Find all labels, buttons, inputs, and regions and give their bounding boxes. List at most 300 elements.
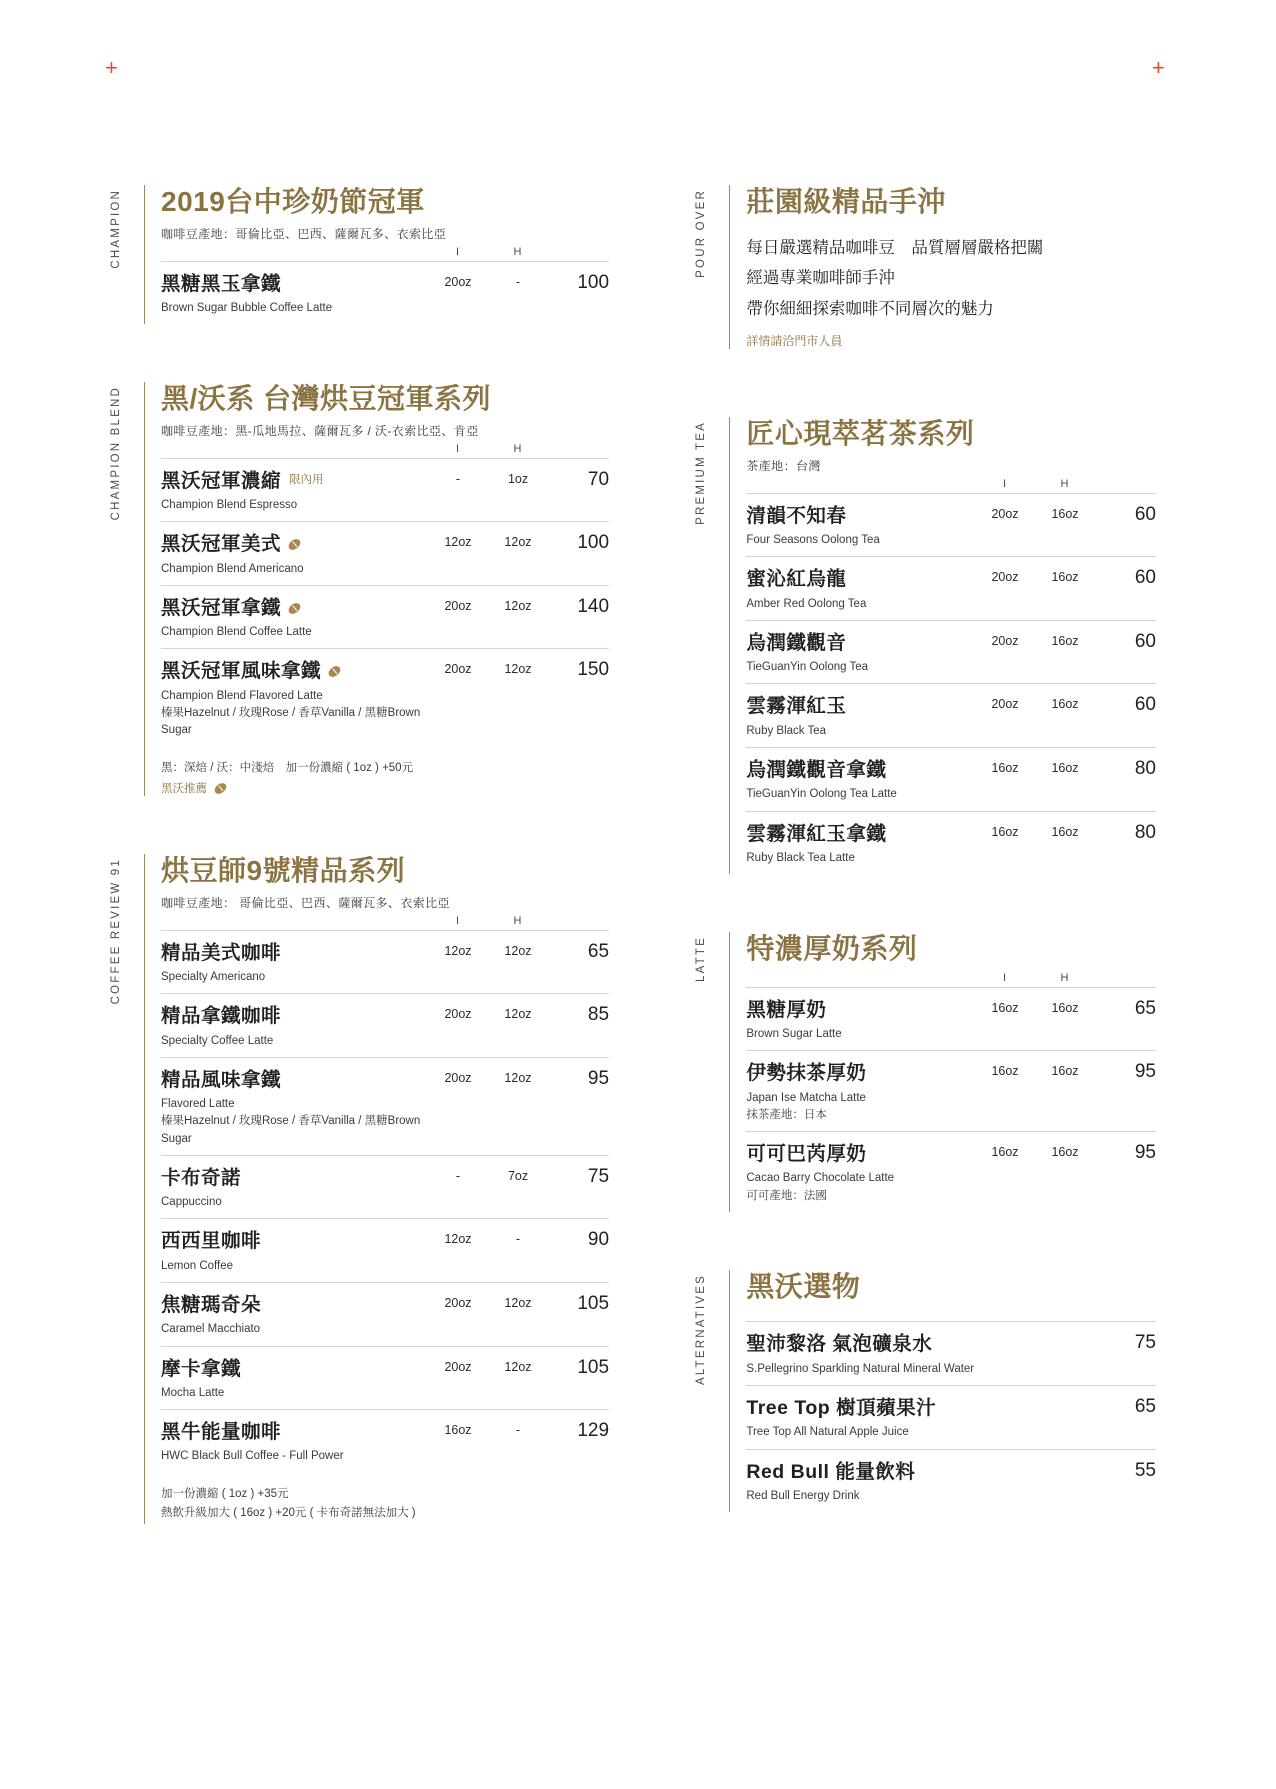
- menu-item-main: [161, 1228, 427, 1275]
- menu-item-price: 150: [577, 659, 610, 681]
- menu-item-size-i: 20oz: [444, 274, 472, 289]
- menu-item-price: 95: [1134, 1061, 1156, 1083]
- size-header-i: I: [455, 442, 461, 455]
- menu-item-size-h: 16oz: [1051, 760, 1079, 775]
- menu-item-name: [161, 1228, 427, 1254]
- menu-item-name-zh: 伊勢抹茶厚奶: [746, 1062, 867, 1085]
- menu-item-sizes: [427, 658, 547, 676]
- menu-item-name-zh: 烏潤鐵觀音拿鐵: [746, 758, 887, 781]
- menu-item-price: 105: [577, 1356, 610, 1378]
- menu-item-name-en: Brown Sugar Latte: [746, 1028, 842, 1041]
- menu-item-main: [161, 1165, 427, 1212]
- menu-item-name: [161, 940, 427, 966]
- menu-item-main: [161, 1067, 427, 1148]
- menu-item-price: 100: [577, 271, 610, 293]
- menu-item-price: 80: [1134, 821, 1156, 843]
- menu-item-main: [746, 630, 974, 677]
- footnote-line: 加一份濃縮 ( 1oz ) +35元: [161, 1487, 289, 1500]
- menu-item-size-h: 16oz: [1051, 824, 1079, 839]
- size-header-price-spacer: [1094, 478, 1156, 493]
- menu-item-price: 75: [587, 1165, 610, 1187]
- section-body: [144, 854, 609, 1524]
- menu-item[interactable]: [161, 1155, 609, 1219]
- menu-item-name: [161, 271, 427, 297]
- section-title: 烘豆師9號精品系列: [161, 855, 406, 887]
- section-latte: [695, 932, 1156, 1212]
- menu-item-sizes: [427, 1419, 547, 1437]
- size-header-h: H: [513, 442, 523, 455]
- section-footnote: [161, 1485, 609, 1524]
- section-subtitle: 茶產地：台灣: [746, 458, 821, 473]
- section-body: [729, 185, 1156, 349]
- menu-item-main: [161, 1419, 427, 1466]
- section-title: 匠心現萃茗茶系列: [746, 418, 975, 450]
- side-label-champion: [110, 185, 144, 324]
- section-description: [746, 233, 1156, 325]
- side-label-text: ALTERNATIVES: [695, 1273, 708, 1385]
- menu-item-price: 90: [587, 1229, 610, 1251]
- menu-item-size-i: 12oz: [444, 943, 472, 958]
- menu-item-size-i: 20oz: [444, 1359, 472, 1374]
- side-label-text: LATTE: [695, 936, 708, 983]
- menu-item-name-en: Tree Top All Natural Apple Juice: [746, 1426, 909, 1439]
- right-column: [695, 185, 1156, 1789]
- menu-item-name: [746, 693, 974, 719]
- menu-item-size-h: 12oz: [504, 598, 532, 613]
- section-subtitle: 咖啡豆產地：黑-瓜地馬拉、薩爾瓦多 / 沃-衣索比亞、肯亞: [161, 423, 479, 438]
- menu-item-price: 100: [577, 532, 610, 554]
- menu-item-size-h: -: [515, 1232, 521, 1247]
- menu-item-name-en: S.Pellegrino Sparkling Natural Mineral Water: [746, 1362, 975, 1375]
- menu-item-size-h: -: [515, 274, 521, 289]
- menu-item-price: 95: [1134, 1142, 1156, 1164]
- section-title: 黑/沃系 台灣烘豆冠軍系列: [161, 383, 492, 415]
- menu-item-size-h: 12oz: [504, 1007, 532, 1022]
- side-label-latte: [695, 932, 729, 1212]
- menu-item-name-en: Champion Blend Espresso: [161, 499, 298, 512]
- menu-item[interactable]: [161, 458, 609, 522]
- side-label-text: PREMIUM TEA: [695, 421, 708, 525]
- menu-item-size-h: 16oz: [1051, 1064, 1079, 1079]
- menu-item-price: 65: [1134, 1396, 1156, 1418]
- menu-item-size-i: 16oz: [991, 1145, 1019, 1160]
- menu-item-name-zh: 焦糖瑪奇朵: [161, 1293, 262, 1316]
- menu-item[interactable]: [161, 1282, 609, 1346]
- menu-item-sizes: [427, 468, 547, 486]
- menu-item-name: [161, 531, 427, 557]
- menu-item[interactable]: [161, 1346, 609, 1410]
- menu-item-name-zh: 卡布奇諾: [161, 1166, 242, 1189]
- section-note: 詳情請洽門市人員: [746, 334, 843, 349]
- section-champion: [110, 185, 609, 324]
- crop-mark-top-left: +: [105, 55, 118, 80]
- menu-item-sizes: [974, 757, 1094, 775]
- menu-item-size-h: 1oz: [507, 471, 529, 486]
- menu-item-main: [746, 821, 974, 868]
- menu-item-size-h: 16oz: [1051, 697, 1079, 712]
- menu-item-sizes: [427, 1003, 547, 1021]
- menu-item-main: [746, 1395, 1094, 1442]
- size-header-i: I: [1002, 477, 1008, 490]
- menu-item[interactable]: [161, 1057, 609, 1155]
- menu-item-size-h: -: [515, 1423, 521, 1438]
- menu-item-name: [161, 658, 427, 684]
- menu-item-size-i: 16oz: [991, 1000, 1019, 1015]
- menu-item-name-zh: 可可巴芮厚奶: [746, 1143, 867, 1166]
- menu-item-name-en: Mocha Latte: [161, 1386, 225, 1399]
- menu-item-size-i: 16oz: [991, 1064, 1019, 1079]
- menu-item[interactable]: [161, 261, 609, 325]
- menu-item[interactable]: [746, 747, 1156, 811]
- menu-item-price: 129: [577, 1420, 610, 1442]
- menu-item-main: [161, 940, 427, 987]
- menu-item[interactable]: [746, 811, 1156, 875]
- menu-item-main: [746, 1459, 1094, 1506]
- menu-item-size-h: 12oz: [504, 535, 532, 550]
- menu-item-sizes: [974, 1141, 1094, 1159]
- section-body: [729, 1270, 1156, 1512]
- menu-item-sizes: [974, 693, 1094, 711]
- menu-item-size-i: 20oz: [444, 1007, 472, 1022]
- menu-item-name-en: Lemon Coffee: [161, 1259, 234, 1272]
- menu-item-origin: 可可產地：法國: [746, 1189, 827, 1202]
- menu-item[interactable]: [746, 987, 1156, 1051]
- menu-item[interactable]: [161, 993, 609, 1057]
- menu-item-sizes: [974, 503, 1094, 521]
- menu-item-name-zh: 烏潤鐵觀音: [746, 631, 847, 654]
- menu-item-name-zh: 摩卡拿鐵: [161, 1357, 242, 1380]
- menu-item-name: [161, 1419, 427, 1445]
- menu-item-price: 80: [1134, 757, 1156, 779]
- menu-item-name: [746, 1060, 974, 1086]
- size-header-row: [161, 443, 609, 458]
- menu-item-sizes: [974, 1060, 1094, 1078]
- menu-item-price: 140: [577, 595, 610, 617]
- menu-item-sizes: [427, 1292, 547, 1310]
- menu-item-name-en: Champion Blend Flavored Latte: [161, 689, 323, 702]
- menu-item-name-en: Brown Sugar Bubble Coffee Latte: [161, 301, 333, 314]
- menu-item-name-en: Ruby Black Tea Latte: [746, 851, 855, 864]
- menu-item-name: [746, 1395, 1094, 1421]
- menu-item-name-zh: Red Bull 能量飲料: [746, 1460, 916, 1483]
- menu-item[interactable]: [746, 1131, 1156, 1212]
- menu-item[interactable]: [746, 1449, 1156, 1513]
- description-line: 每日嚴選精品咖啡豆 品質層層嚴格把關: [746, 238, 1044, 257]
- side-label-text: POUR OVER: [695, 189, 708, 278]
- menu-item-size-i: 20oz: [444, 662, 472, 677]
- menu-item-price: 60: [1134, 567, 1156, 589]
- section-alternatives: [695, 1270, 1156, 1512]
- menu-item-price: 60: [1134, 630, 1156, 652]
- menu-item-name-en: TieGuanYin Oolong Tea Latte: [746, 788, 897, 801]
- menu-item-origin: 抹茶產地：日本: [746, 1108, 827, 1121]
- menu-item-name-en: Champion Blend Americano: [161, 562, 304, 575]
- menu-item-name: [161, 595, 427, 621]
- menu-item-sizes: [427, 940, 547, 958]
- menu-item-sizes: [427, 271, 547, 289]
- menu-item[interactable]: [161, 1218, 609, 1282]
- menu-item-name-zh: 黑沃冠軍濃縮: [161, 469, 282, 492]
- menu-item-name: [746, 503, 974, 529]
- menu-item-name-zh: 蜜沁紅烏龍: [746, 568, 847, 591]
- menu-item-name: [746, 1141, 974, 1167]
- menu-item[interactable]: [746, 1321, 1156, 1385]
- side-label-pour-over: [695, 185, 729, 349]
- menu-item-name: [746, 566, 974, 592]
- menu-item-sizes: [974, 630, 1094, 648]
- menu-item-name-zh: 清韻不知春: [746, 504, 847, 527]
- menu-item-name-en: Amber Red Oolong Tea: [746, 597, 867, 610]
- menu-item-size-h: 16oz: [1051, 1145, 1079, 1160]
- menu-item-size-i: 20oz: [991, 697, 1019, 712]
- footnote-line: 熱飲升級加大 ( 16oz ) +20元 ( 卡布奇諾無法加大 ): [161, 1507, 416, 1520]
- description-line: 帶你細細探索咖啡不同層次的魅力: [746, 299, 994, 318]
- menu-item-name: [161, 1292, 427, 1318]
- menu-item-name-en: HWC Black Bull Coffee - Full Power: [161, 1450, 344, 1463]
- menu-item-name-zh: 雲霧渾紅玉: [746, 695, 847, 718]
- menu-item-name: [746, 1459, 1094, 1485]
- menu-item[interactable]: [161, 930, 609, 994]
- menu-item-price: 105: [577, 1292, 610, 1314]
- menu-item-main: [746, 503, 974, 550]
- menu-item-flavors: 榛果Hazelnut / 玫瑰Rose / 香草Vanilla / 黑糖Brown Sugar: [161, 1115, 421, 1145]
- menu-item-price: 60: [1134, 503, 1156, 525]
- menu-item-size-h: 16oz: [1051, 506, 1079, 521]
- menu-item-size-i: 20oz: [991, 570, 1019, 585]
- menu-item-name-zh: 雲霧渾紅玉拿鐵: [746, 822, 887, 845]
- menu-item-main: [161, 595, 427, 642]
- menu-item-size-i: 20oz: [991, 633, 1019, 648]
- menu-item-flavors: 榛果Hazelnut / 玫瑰Rose / 香草Vanilla / 黑糖Brown Sugar: [161, 707, 421, 737]
- side-label-alternatives: [695, 1270, 729, 1512]
- menu-item-size-h: 7oz: [507, 1168, 529, 1183]
- menu-item[interactable]: [746, 1385, 1156, 1449]
- menu-item-name: [161, 1165, 427, 1191]
- menu-item-main: [746, 1331, 1094, 1378]
- menu-item-price: 65: [587, 940, 610, 962]
- menu-item-main: [161, 468, 427, 515]
- menu-item-sizes: [427, 1165, 547, 1183]
- coffee-bean-icon: [327, 664, 343, 679]
- section-coffee-review: [110, 854, 609, 1524]
- menu-item-size-i: 20oz: [991, 506, 1019, 521]
- size-header-h: H: [1060, 477, 1070, 490]
- menu-item-name-zh: 黑牛能量咖啡: [161, 1421, 282, 1444]
- side-label-premium-tea: [695, 417, 729, 874]
- menu-item[interactable]: [746, 1050, 1156, 1131]
- menu-item-price: 55: [1134, 1459, 1156, 1481]
- section-footnote: [161, 759, 609, 779]
- section-body: [144, 382, 609, 796]
- menu-item-size-i: 16oz: [444, 1423, 472, 1438]
- menu-item-name-en: Ruby Black Tea: [746, 724, 827, 737]
- section-title: 2019台中珍奶節冠軍: [161, 186, 425, 217]
- size-header-price-spacer: [547, 443, 609, 458]
- menu-item-size-h: 16oz: [1051, 570, 1079, 585]
- menu-item-main: [161, 658, 427, 739]
- size-header-h: H: [1060, 971, 1070, 984]
- menu-item-size-h: 12oz: [504, 1359, 532, 1374]
- crop-mark-top-right: +: [1152, 55, 1165, 80]
- size-header-row: [161, 246, 609, 261]
- menu-item-price: 65: [1134, 997, 1156, 1019]
- section-subtitle: 咖啡豆產地：哥倫比亞、巴西、薩爾瓦多、衣索比亞: [161, 226, 447, 241]
- menu-item-name: [746, 757, 974, 783]
- size-header-row: [746, 478, 1156, 493]
- menu-item-sizes: [427, 531, 547, 549]
- section-title: 特濃厚奶系列: [746, 933, 918, 965]
- menu-item-name-en: Cacao Barry Chocolate Latte: [746, 1172, 895, 1185]
- menu-item[interactable]: [161, 648, 609, 746]
- menu-item-main: [746, 1060, 974, 1124]
- menu-item-size-i: 20oz: [444, 598, 472, 613]
- menu-item[interactable]: [746, 683, 1156, 747]
- menu-item[interactable]: [161, 585, 609, 649]
- menu-item[interactable]: [746, 493, 1156, 557]
- size-header-row: [161, 915, 609, 930]
- menu-item-name-zh: 精品拿鐵咖啡: [161, 1005, 282, 1028]
- side-label-text: COFFEE REVIEW 91: [110, 858, 122, 1005]
- menu-item-main: [746, 693, 974, 740]
- coffee-bean-icon: [287, 537, 303, 552]
- menu-item-size-h: 12oz: [504, 943, 532, 958]
- footnote-line: 黑：深焙 / 沃：中淺焙 加一份濃縮 ( 1oz ) +50元: [161, 761, 414, 774]
- menu-item-name: [161, 1067, 427, 1093]
- menu-item-price: 70: [587, 468, 610, 490]
- menu-item-size-i: 20oz: [444, 1070, 472, 1085]
- menu-item-name: [746, 997, 974, 1023]
- menu-item-name-zh: 黑沃冠軍美式: [161, 533, 282, 556]
- menu-item-sizes: [427, 1356, 547, 1374]
- menu-item-price: 85: [587, 1004, 610, 1026]
- section-premium-tea: [695, 417, 1156, 874]
- menu-item[interactable]: [746, 556, 1156, 620]
- section-pour-over: [695, 185, 1156, 349]
- menu-item-size-h: 12oz: [504, 662, 532, 677]
- menu-item-name-zh: 黑糖黑玉拿鐵: [161, 272, 282, 295]
- menu-item-sizes: [427, 595, 547, 613]
- menu-item-size-h: 16oz: [1051, 633, 1079, 648]
- menu-item-name-en: Specialty Coffee Latte: [161, 1034, 274, 1047]
- menu-item-name: [161, 1003, 427, 1029]
- menu-item-main: [746, 757, 974, 804]
- menu-item-name-en: Four Seasons Oolong Tea: [746, 534, 880, 547]
- menu-item-name: [746, 1331, 1094, 1357]
- menu-item-main: [746, 566, 974, 613]
- size-header-price-spacer: [547, 246, 609, 261]
- menu-item-size-i: 12oz: [444, 1232, 472, 1247]
- menu-item-size-i: 16oz: [991, 824, 1019, 839]
- size-header-h: H: [513, 914, 523, 927]
- menu-item-main: [161, 1292, 427, 1339]
- side-label-text: CHAMPION: [110, 189, 122, 269]
- menu-item-name: [746, 821, 974, 847]
- side-label-coffee-review: [110, 854, 144, 1524]
- menu-item-size-i: 16oz: [991, 760, 1019, 775]
- menu-item-name-zh: 聖沛黎洛 氣泡礦泉水: [746, 1333, 933, 1356]
- menu-item-name-en: Caramel Macchiato: [161, 1323, 261, 1336]
- size-header-row: [746, 972, 1156, 987]
- menu-item-sizes: [974, 821, 1094, 839]
- section-champion-blend: [110, 382, 609, 796]
- menu-item-name: [746, 630, 974, 656]
- section-body: [144, 185, 609, 324]
- menu-item-sizes: [974, 997, 1094, 1015]
- menu-item-name-zh: Tree Top 樹頂蘋果汁: [746, 1397, 937, 1420]
- menu-item-size-i: 20oz: [444, 1295, 472, 1310]
- menu-item-size-h: 12oz: [504, 1295, 532, 1310]
- menu-item-name-en: Flavored Latte: [161, 1098, 235, 1111]
- menu-item-sizes: [974, 566, 1094, 584]
- menu-item-main: [161, 531, 427, 578]
- section-subtitle: 咖啡豆產地： 哥倫比亞、巴西、薩爾瓦多、衣索比亞: [161, 895, 450, 910]
- left-column: [110, 185, 609, 1789]
- section-body: [729, 417, 1156, 874]
- menu-item-size-i: -: [455, 471, 461, 486]
- menu-item-price: 60: [1134, 694, 1156, 716]
- menu-item-size-h: 16oz: [1051, 1000, 1079, 1015]
- menu-item-name-zh: 黑沃冠軍風味拿鐵: [161, 660, 322, 683]
- menu-item-name-zh: 西西里咖啡: [161, 1230, 262, 1253]
- menu-item-main: [161, 1003, 427, 1050]
- menu-item-sizes: [427, 1228, 547, 1246]
- menu-item-size-h: 12oz: [504, 1070, 532, 1085]
- menu-item-name: [161, 1356, 427, 1382]
- menu-item-name-zh: 黑沃冠軍拿鐵: [161, 596, 282, 619]
- section-body: [729, 932, 1156, 1212]
- size-header-price-spacer: [547, 915, 609, 930]
- menu-item-name-en: Specialty Americano: [161, 970, 266, 983]
- description-line: 經過專業咖啡師手沖: [746, 269, 895, 288]
- menu-item-main: [746, 997, 974, 1044]
- menu-item-name-zh: 精品風味拿鐵: [161, 1068, 282, 1091]
- menu-item-name-en: Cappuccino: [161, 1196, 222, 1209]
- menu-item-name-en: Champion Blend Coffee Latte: [161, 626, 312, 639]
- coffee-bean-icon: [213, 780, 229, 795]
- side-label-text: CHAMPION BLEND: [110, 386, 122, 521]
- size-header-i: I: [455, 914, 461, 927]
- menu-item-price: 95: [587, 1067, 610, 1089]
- recommend-text: 黑沃推薦: [161, 783, 207, 796]
- size-header-price-spacer: [1094, 972, 1156, 987]
- side-label-champion-blend: [110, 382, 144, 796]
- menu-item-name-en: Japan Ise Matcha Latte: [746, 1091, 866, 1104]
- menu-item-main: [161, 271, 427, 318]
- section-title: 莊園級精品手沖: [746, 186, 946, 217]
- menu-item[interactable]: [161, 521, 609, 585]
- menu-item-name-en: Red Bull Energy Drink: [746, 1489, 860, 1502]
- section-title: 黑沃選物: [746, 1270, 861, 1302]
- menu-item-name-en: TieGuanYin Oolong Tea: [746, 661, 869, 674]
- size-header-i: I: [1002, 971, 1008, 984]
- menu-item-size-i: 12oz: [444, 535, 472, 550]
- menu-item-name-zh: 精品美式咖啡: [161, 941, 282, 964]
- menu-item[interactable]: [746, 620, 1156, 684]
- menu-item-tag: 限內用: [289, 474, 324, 487]
- menu-item-price: 75: [1134, 1332, 1156, 1354]
- menu-item[interactable]: [161, 1409, 609, 1473]
- coffee-bean-icon: [287, 600, 303, 615]
- size-header-i: I: [455, 245, 461, 258]
- menu-item-sizes: [427, 1067, 547, 1085]
- menu-item-size-i: -: [455, 1168, 461, 1183]
- menu-item-name-zh: 黑糖厚奶: [746, 998, 827, 1021]
- size-header-h: H: [513, 245, 523, 258]
- recommend-line: [161, 780, 609, 796]
- menu-item-name: [161, 468, 427, 494]
- menu-item-main: [746, 1141, 974, 1205]
- menu-item-main: [161, 1356, 427, 1403]
